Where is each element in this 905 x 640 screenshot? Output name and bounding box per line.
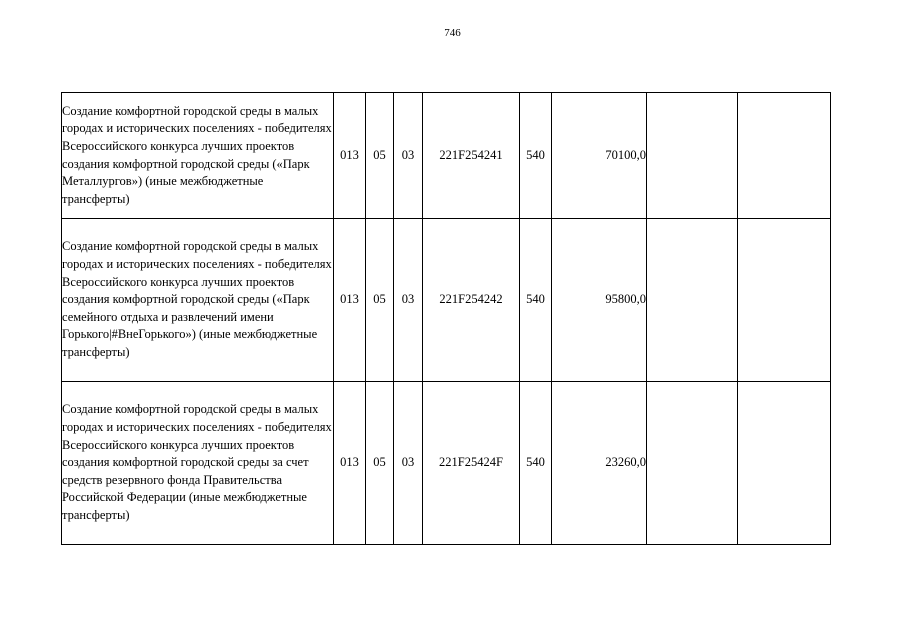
row-description: Создание комфортной городской среды в малых городах и исторических поселениях - победителях Всероссийского конкурса лучших проектов создания комфортной городской среды («Парк Металлургов») (иные межбюджетные трансферты) <box>62 93 334 219</box>
amount-cell: 23260,0 <box>552 382 647 545</box>
expense-type-code: 540 <box>520 382 552 545</box>
row-description: Создание комфортной городской среды в малых городах и исторических поселениях - победителях Всероссийского конкурса лучших проектов создания комфортной городской среды («Парк семейного отдыха и развлечений имени Горького|#ВнеГорького») (иные межбюджетные трансферты) <box>62 219 334 382</box>
section-code: 05 <box>366 93 394 219</box>
empty-cell <box>647 93 738 219</box>
empty-cell <box>647 382 738 545</box>
target-article-code: 221F254241 <box>423 93 520 219</box>
empty-cell <box>738 93 831 219</box>
subsection-code: 03 <box>394 382 423 545</box>
empty-cell <box>647 219 738 382</box>
table-row <box>62 382 831 545</box>
amount-cell: 70100,0 <box>552 93 647 219</box>
ministry-code: 013 <box>334 219 366 382</box>
amount-cell: 95800,0 <box>552 219 647 382</box>
target-article-code: 221F25424F <box>423 382 520 545</box>
table-row <box>62 219 831 382</box>
page-number: 746 <box>444 27 461 39</box>
expense-type-code: 540 <box>520 219 552 382</box>
target-article-code: 221F254242 <box>423 219 520 382</box>
section-code: 05 <box>366 219 394 382</box>
table-row <box>62 93 831 219</box>
empty-cell <box>738 219 831 382</box>
subsection-code: 03 <box>394 219 423 382</box>
expense-type-code: 540 <box>520 93 552 219</box>
row-description: Создание комфортной городской среды в малых городах и исторических поселениях - победителях Всероссийского конкурса лучших проектов создания комфортной городской среды за счет средств резервного фонда Правительства Российской Федерации (иные межбюджетные трансферты) <box>62 382 334 545</box>
ministry-code: 013 <box>334 93 366 219</box>
subsection-code: 03 <box>394 93 423 219</box>
budget-table <box>61 92 831 545</box>
ministry-code: 013 <box>334 382 366 545</box>
section-code: 05 <box>366 382 394 545</box>
empty-cell <box>738 382 831 545</box>
